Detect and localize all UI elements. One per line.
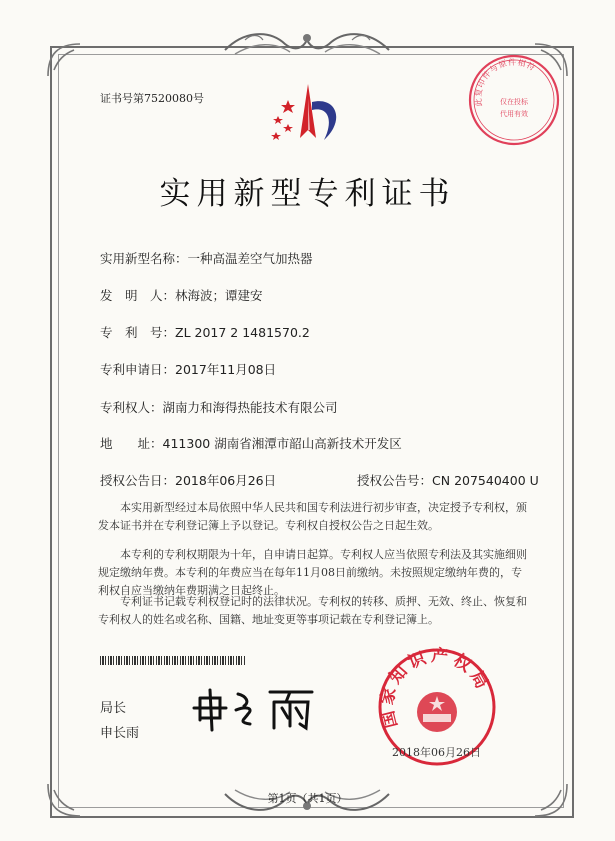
director-signature: [190, 684, 320, 734]
field-value: CN 207540400 U: [432, 473, 539, 488]
field-label: 实用新型名称：: [100, 251, 188, 266]
certificate-title: 实用新型专利证书: [159, 176, 456, 212]
page-number: 第1页（共1页）: [267, 792, 348, 805]
field-patent-number: [100, 323, 310, 341]
stamp-arc-text: 此复印件与原件相符: [473, 57, 538, 107]
field-inventors: [100, 286, 263, 304]
field-application-date: [100, 360, 276, 378]
corner-ornament-tl: [44, 40, 84, 80]
field-value: ZL 2017 2 1481570.2: [175, 325, 310, 340]
field-label: 专利申请日：: [100, 362, 176, 377]
paragraph-grant: 本实用新型经过本局依照中华人民共和国专利法进行初步审查，决定授予专利权，颁发本证书并在专利登记簿上予以登记。专利权自授权公告之日起生效。: [98, 501, 527, 532]
paragraph-term: 本专利的专利权期限为十年，自申请日起算。专利权人应当依照专利法及其实施细则规定缴纳年费。本专利的年费应当在每年11月08日前缴纳。未按照规定缴纳年费的，专利权自应当缴纳年费期满之日起终止。: [98, 548, 527, 597]
patent-office-logo: [268, 80, 348, 152]
director-name: 申长雨: [100, 726, 140, 741]
field-grant-date: [100, 471, 276, 489]
certificate-number: 证书号第7520080号: [100, 92, 204, 105]
field-label: 授权公告号：: [357, 473, 433, 488]
national-emblem: [417, 692, 457, 732]
field-value: 一种高温差空气加热器: [187, 251, 313, 266]
field-label: 专 利 号：: [100, 325, 176, 340]
field-address: [100, 434, 402, 452]
seal-text: 国家知识产权局: [377, 646, 494, 731]
stamp-line-2: 仅在投标: [500, 98, 528, 106]
seal-date: 2018年06月26日: [392, 746, 481, 759]
field-label: 发 明 人：: [100, 288, 176, 303]
verification-stamp: [466, 52, 562, 148]
field-value: 411300 湖南省湘潭市韶山高新技术开发区: [162, 436, 402, 451]
field-label: 授权公告日：: [100, 473, 176, 488]
field-grant-number: [357, 471, 539, 489]
barcode: [100, 656, 246, 665]
field-value: 2017年11月08日: [175, 362, 277, 377]
field-label: 地 址：: [100, 436, 163, 451]
director-title: 局长: [100, 701, 127, 716]
stamp-line-3: 代用有效: [500, 110, 528, 118]
field-value: 湖南力和海得热能技术有限公司: [162, 400, 338, 415]
field-patentee: [100, 398, 338, 416]
field-utility-model-name: [100, 249, 313, 267]
field-label: 专利权人：: [100, 400, 163, 415]
field-value: 林海波；谭建安: [175, 288, 263, 303]
field-value: 2018年06月26日: [175, 473, 277, 488]
top-ornament: [215, 28, 400, 64]
paragraph-legal-status: 专利证书记载专利权登记时的法律状况。专利权的转移、质押、无效、终止、恢复和专利权人的姓名或名称、国籍、地址变更等事项记载在专利登记簿上。: [98, 595, 527, 626]
